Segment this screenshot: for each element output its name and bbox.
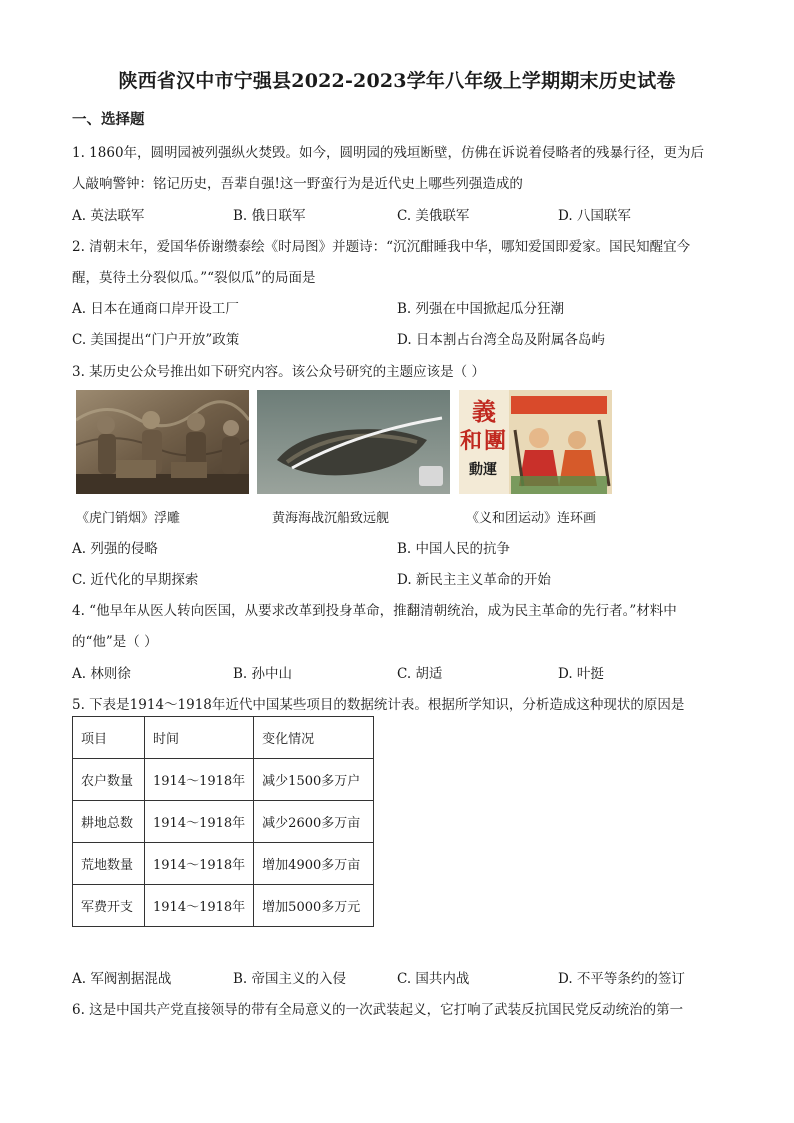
table-cell: 减少2600多万亩	[254, 801, 374, 843]
poster-char-3: 團	[483, 428, 507, 454]
table-cell: 军费开支	[73, 885, 145, 927]
q1-line-1: 1. 1860年，圆明园被列强纵火焚毁。如今，圆明园的残垣断壁，仿佛在诉说着侵略者的残暴行径，更为后	[72, 145, 705, 161]
q3-option-c: C. 近代化的早期探索	[72, 572, 199, 588]
caption-relief: 《虎门销烟》浮雕	[76, 511, 181, 526]
table-cell: 农户数量	[73, 759, 145, 801]
q3-option-a: A. 列强的侵略	[72, 541, 158, 557]
table-row	[73, 759, 374, 801]
table-header-row	[73, 717, 374, 759]
q5-line-1: 5. 下表是1914～1918年近代中国某些项目的数据统计表。根据所学知识，分析造成这种现状的原因是	[72, 697, 685, 713]
q1-line-2: 人敲响警钟：铭记历史，吾辈自强!这一野蛮行为是近代史上哪些列强造成的	[72, 176, 523, 192]
q2-option-a: A. 日本在通商口岸开设工厂	[72, 301, 239, 317]
q4-line-2: 的“他”是（ ）	[72, 634, 158, 650]
q1-option-c: C. 美俄联军	[397, 208, 470, 224]
q2-line-1: 2. 清朝末年，爱国华侨谢缵泰绘《时局图》并题诗：“沉沉酣睡我中华，哪知爱国即爱家。国民知醒宜今	[72, 239, 691, 255]
boxer-comic-image	[459, 390, 612, 494]
q5-option-d: D. 不平等条约的签订	[558, 971, 685, 987]
table-cell: 增加4900多万亩	[254, 843, 374, 885]
q3-option-d: D. 新民主主义革命的开始	[397, 572, 551, 588]
q4-option-a: A. 林则徐	[72, 666, 131, 682]
q4-option-c: C. 胡适	[397, 666, 443, 682]
caption-shipwreck: 黄海海战沉船致远舰	[272, 511, 390, 526]
q3-line-1: 3. 某历史公众号推出如下研究内容。该公众号研究的主题应该是（ ）	[72, 364, 485, 380]
q2-line-2: 醒，莫待土分裂似瓜。”“裂似瓜”的局面是	[72, 270, 316, 286]
table-row	[73, 843, 374, 885]
q3-option-b: B. 中国人民的抗争	[397, 541, 511, 557]
table-cell: 1914～1918年	[145, 843, 254, 885]
statistics-table	[72, 716, 374, 927]
q1-option-d: D. 八国联军	[558, 208, 631, 224]
poster-char-2: 和	[459, 428, 483, 454]
q2-option-c: C. 美国提出“门户开放”政策	[72, 332, 240, 348]
q2-option-b: B. 列强在中国掀起瓜分狂潮	[397, 301, 565, 317]
table-cell: 减少1500多万户	[254, 759, 374, 801]
relief-image	[76, 390, 249, 494]
shipwreck-image	[257, 390, 450, 494]
poster-char-4: 動運	[469, 462, 497, 478]
table-row	[73, 885, 374, 927]
table-row	[73, 801, 374, 843]
q4-line-1: 4. “他早年从医人转向医国，从要求改革到投身革命，推翻清朝统治，成为民主革命的先行者。”材料中	[72, 603, 677, 619]
q5-option-c: C. 国共内战	[397, 971, 470, 987]
table-header-cell: 变化情况	[254, 717, 374, 759]
q5-option-b: B. 帝国主义的入侵	[233, 971, 347, 987]
table-cell: 荒地数量	[73, 843, 145, 885]
caption-comic: 《义和团运动》连环画	[466, 511, 597, 526]
table-header-cell: 时间	[145, 717, 254, 759]
table-cell: 增加5000多万元	[254, 885, 374, 927]
section-heading: 一、选择题	[72, 111, 145, 128]
table-cell: 1914～1918年	[145, 801, 254, 843]
q1-option-a: A. 英法联军	[72, 208, 145, 224]
table-cell: 1914～1918年	[145, 759, 254, 801]
table-cell: 耕地总数	[73, 801, 145, 843]
q4-option-d: D. 叶挺	[558, 666, 604, 682]
q1-option-b: B. 俄日联军	[233, 208, 306, 224]
q6-line-1: 6. 这是中国共产党直接领导的带有全局意义的一次武装起义，它打响了武装反抗国民党反动统治的第一	[72, 1002, 684, 1018]
q4-option-b: B. 孙中山	[233, 666, 293, 682]
table-cell: 1914～1918年	[145, 885, 254, 927]
exam-title: 陕西省汉中市宁强县2022-2023学年八年级上学期期末历史试卷	[118, 70, 676, 92]
q2-option-d: D. 日本割占台湾全岛及附属各岛屿	[397, 332, 605, 348]
q5-option-a: A. 军阀割据混战	[72, 971, 172, 987]
table-header-cell: 项目	[73, 717, 145, 759]
poster-char-1: 義	[472, 397, 496, 426]
